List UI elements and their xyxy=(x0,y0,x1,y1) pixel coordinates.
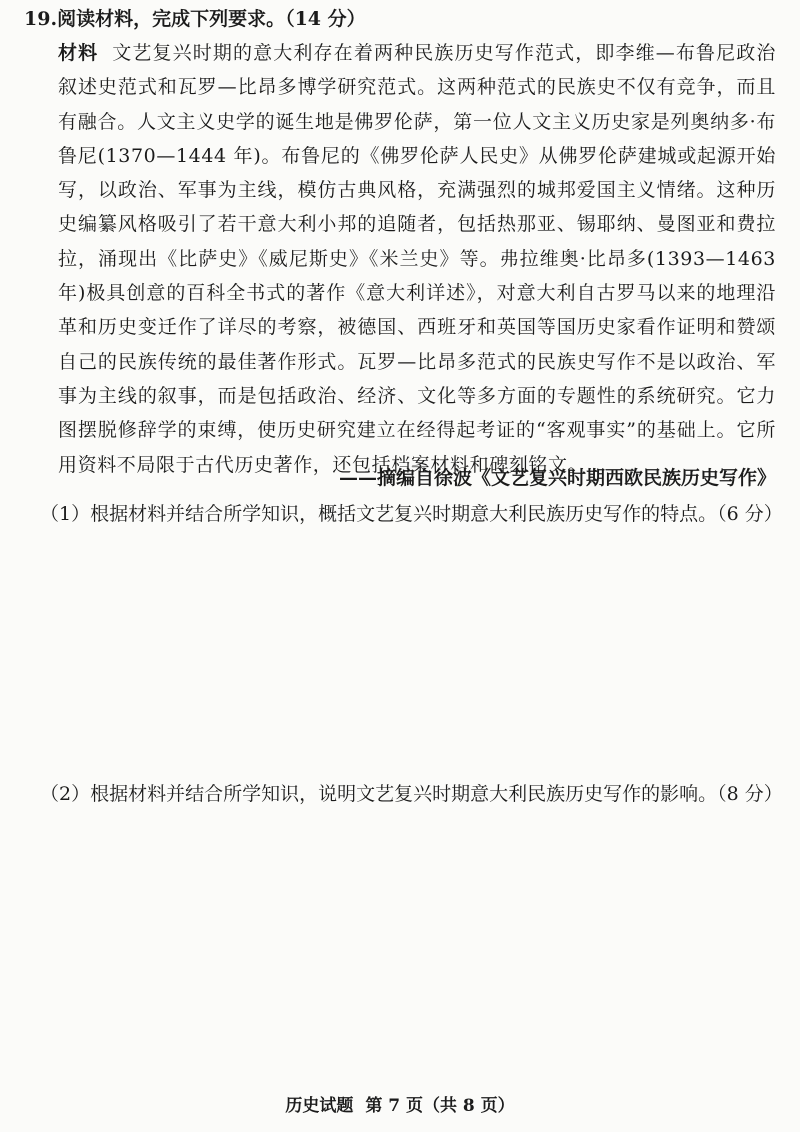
page-footer xyxy=(0,1094,800,1118)
material-passage xyxy=(58,36,776,482)
sub-question-1: （1）根据材料并结合所学知识，概括文艺复兴时期意大利民族历史写作的特点。（6 分） xyxy=(40,503,783,525)
question-header xyxy=(24,6,366,32)
question-instruction: 阅读材料，完成下列要求。（14 分） xyxy=(57,8,366,30)
sub-question-2: （2）根据材料并结合所学知识，说明文艺复兴时期意大利民族历史写作的影响。（8 分） xyxy=(40,783,783,805)
material-source: ——摘编自徐波《文艺复兴时期西欧民族历史写作》 xyxy=(338,467,776,489)
footer-page-number: 第 7 页（共 8 页） xyxy=(365,1096,515,1116)
question-number: 19. xyxy=(24,8,58,30)
answer-area-2[interactable] xyxy=(40,820,760,1070)
material-label: 材料 xyxy=(58,42,99,64)
material-text: 文艺复兴时期的意大利存在着两种民族历史写作范式，即李维—布鲁尼政治叙述史范式和瓦罗—比昂多博学研究范式。这两种范式的民族史不仅有竞争，而且有融合。人文主义史学的诞生地是佛罗伦萨，第一位人文主义历史家是列奥纳多·布鲁尼(1370—1444 年)。布鲁尼的《佛罗伦萨人民史》从佛罗伦萨建城或起源开始写，以政治、军事为主线，模仿古典风格，充满强烈的城邦爱国主义情绪。这种历史编纂风格吸引了若干意大利小邦的追随者，包括热那亚、锡耶纳、曼图亚和费拉拉，涌现出《比萨史》《威尼斯史》《米兰史》等。弗拉维奥·比昂多(1393—1463 年)极具创意的百科全书式的著作《意大利详述》，对意大利自古罗马以来的地理沿革和历史变迁作了详尽的考察，被德国、西班牙和英国等国历史家看作证明和赞颂自己的民族传统的最佳著作形式。瓦罗—比昂多范式的民族史写作不是以政治、军事为主线的叙事，而是包括政治、经济、文化等多方面的专题性的系统研究。它力图摆脱修辞学的束缚，使历史研究建立在经得起考证的“客观事实”的基础上。它所用资料不局限于古代历史著作，还包括档案材料和碑刻铭文。 xyxy=(58,42,776,476)
answer-area-1[interactable] xyxy=(40,540,760,760)
footer-subject: 历史试题 xyxy=(285,1096,354,1116)
